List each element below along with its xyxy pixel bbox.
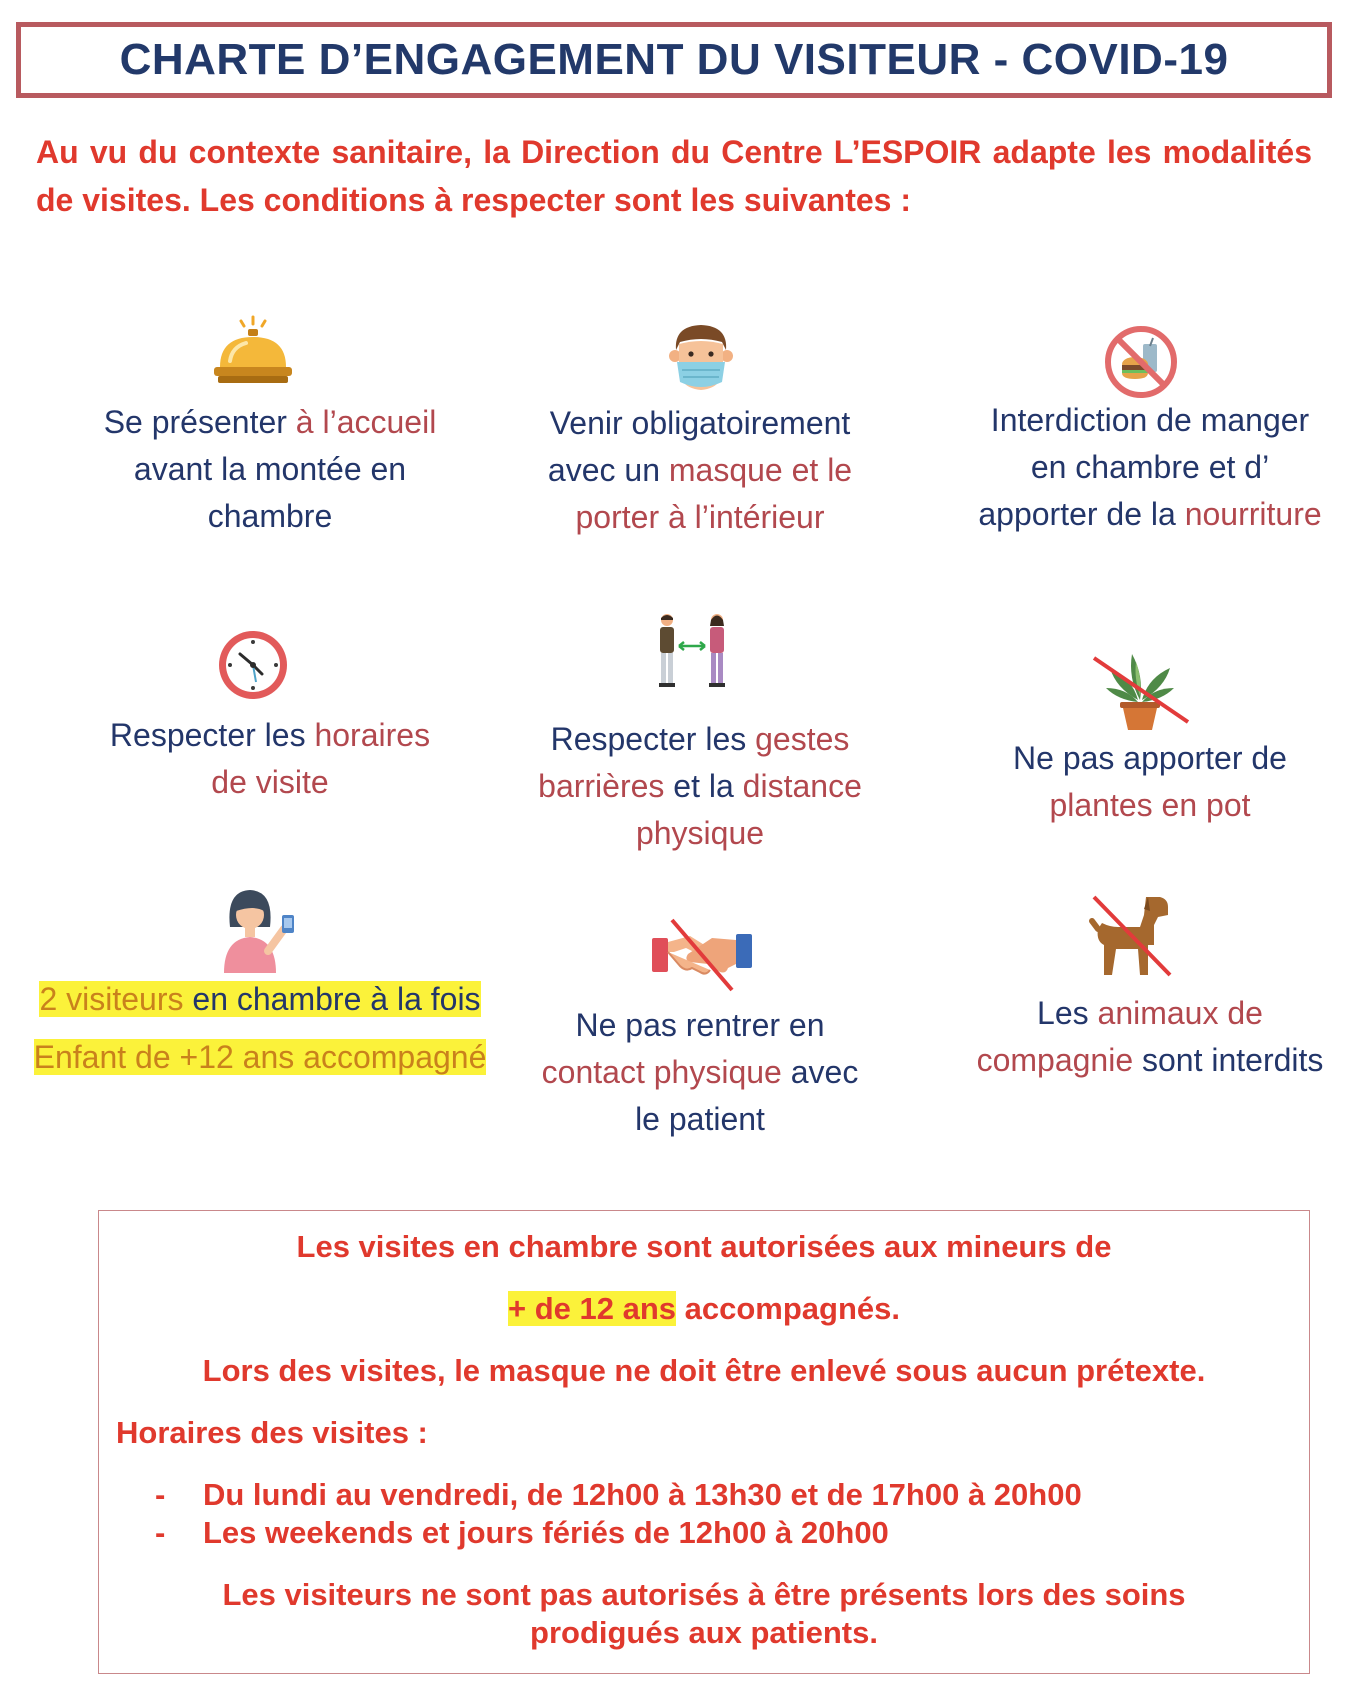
reception-bell-icon [212, 315, 294, 387]
no-food-icon [1103, 324, 1179, 400]
hours-dash: - [155, 1477, 166, 1512]
hours-weekdays: Du lundi au vendredi, de 12h00 à 13h30 et de 17h00 à 20h00 [203, 1477, 1082, 1512]
notice-minors-line: Les visites en chambre sont autorisées aux mineurs de [296, 1229, 1112, 1264]
page-title: CHARTE D’ENGAGEMENT DU VISITEUR - COVID-19 [119, 35, 1229, 84]
highlight-child-age: Enfant de +12 ans accompagné [33, 1039, 487, 1075]
no-handshake-icon [650, 916, 754, 992]
highlight-visitors: 2 visiteurs en chambre à la fois [39, 981, 481, 1017]
rule-manger-caption: Interdiction de manger en chambre et d’ apporter de la nourriture [978, 402, 1322, 532]
notice-care-line: Les visiteurs ne sont pas autorisés à être présents lors des soins [222, 1577, 1186, 1612]
social-distance-icon [654, 612, 734, 692]
hours-weekends: Les weekends et jours fériés de 12h00 à 20h00 [203, 1515, 889, 1550]
rule-horaires-caption: Respecter les horaires de visite [109, 717, 431, 800]
notice-mask-line: Lors des visites, le masque ne doit être enlevé sous aucun prétexte. [202, 1353, 1206, 1388]
visitor-woman-icon [218, 887, 300, 973]
hours-title: Horaires des visites : [116, 1415, 428, 1450]
rule-masque-caption: Venir obligatoirement avec un masque et le porter à l’intérieur [547, 405, 853, 535]
no-plant-icon [1088, 648, 1192, 732]
rule-gestes-caption: Respecter les gestes barrières et la distance physique [538, 721, 862, 851]
rule-accueil-caption: Se présenter à l’accueil avant la montée en chambre [103, 404, 437, 534]
rule-visiteurs-caption [20, 970, 500, 1086]
no-dog-icon [1088, 893, 1176, 977]
notice-age-line: + de 12 ans accompagnés. [507, 1291, 900, 1326]
notice-care-line-2: prodigués aux patients. [530, 1615, 878, 1650]
rule-plantes-caption: Ne pas apporter de plantes en pot [1013, 740, 1287, 823]
visit-notice-box [98, 1210, 1310, 1674]
rule-animaux-caption: Les animaux de compagnie sont interdits [976, 995, 1324, 1078]
rule-contact-caption: Ne pas rentrer en contact physique avec le patient [541, 1007, 859, 1137]
masked-face-icon [666, 320, 736, 394]
intro-paragraph: Au vu du contexte sanitaire, la Direction du Centre L’ESPOIR adapte les modalités de visites. Les conditions à respecter sont les suivantes : [36, 134, 1312, 218]
hours-dash: - [155, 1515, 166, 1550]
highlight-age: + de 12 ans [507, 1291, 677, 1326]
title-banner [16, 22, 1332, 98]
clock-icon [216, 628, 290, 702]
